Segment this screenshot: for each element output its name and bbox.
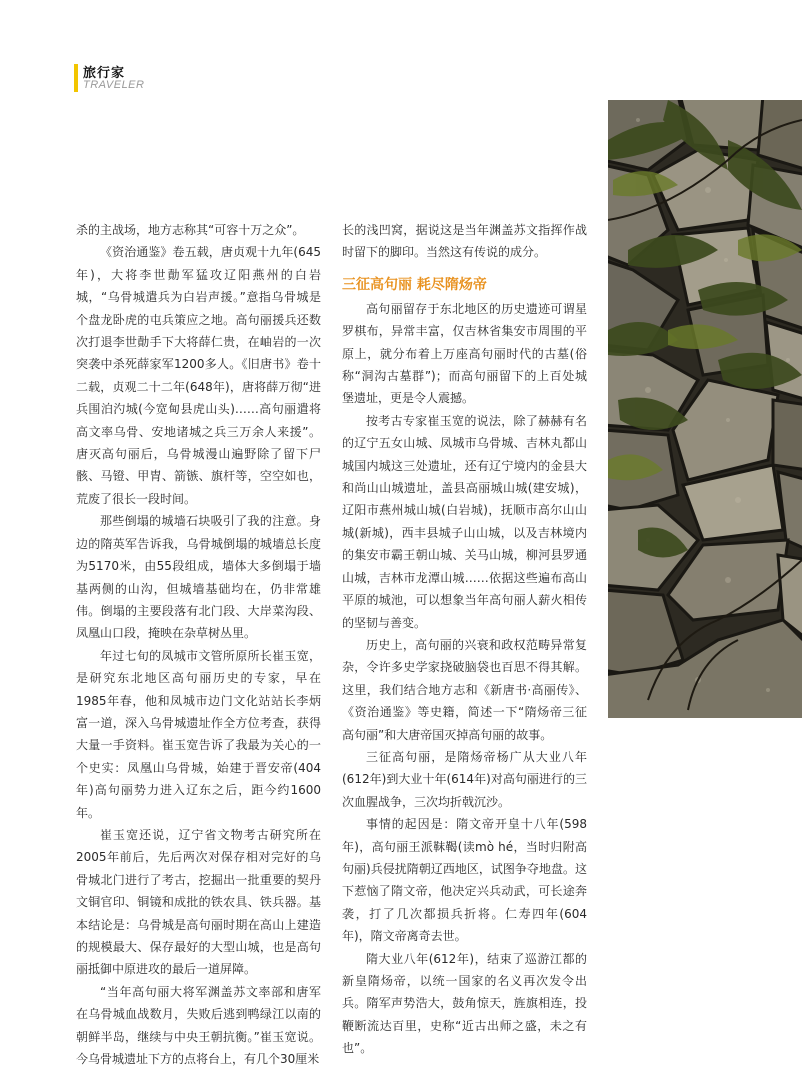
paragraph: 长的浅凹窝，据说这是当年渊盖苏文指挥作战时留下的脚印。当然这有传说的成分。 xyxy=(342,223,587,260)
brand-title: 旅行家 xyxy=(83,66,126,81)
paragraph: 隋大业八年(612年)，结束了巡游江都的新皇隋炀帝，以统一国家的名义再次发令出兵。隋军声势浩大，鼓角惊天，旌旗相连，投鞭断流达百里，史称“近古出师之盛，未之有也”。 xyxy=(342,951,587,1056)
paragraph: 三征高句丽，是隋炀帝杨广从大业八年(612年)到大业十年(614年)对高句丽进行的三次血腥战争，三次均折戟沉沙。 xyxy=(342,749,587,809)
paragraph: 年过七旬的凤城市文管所原所长崔玉宽，是研究东北地区高句丽历史的专家，早在1985年春，他和凤城市边门文化站站长李炳富一道，深入乌骨城遗址作全方位考查，获得大量一手资料。崔玉宽告诉了我最为关心的一个史实：凤凰山乌骨城，始建于晋安帝(404年)高句丽势力进入辽东之后，距今约1600年。 xyxy=(76,648,321,820)
accent-bar xyxy=(74,64,78,92)
paragraph: 《资治通鉴》卷五载，唐贞观十九年(645年)，大将李世勣军猛攻辽阳燕州的白岩城，“乌骨城遣兵为白岩声援。”意指乌骨城是个盘龙卧虎的屯兵策应之地。高句丽援兵还数次打退李世勣手下大将薛仁贵，在岫岩的一次突袭中杀死薛家军1200多人。《旧唐书》卷十二载，贞观二十二年(648年)，唐将薛万彻“进兵围泊汋城(今宽甸县虎山头)……高句丽遣将高文率乌骨、安地诸城之兵三万余人来援”。唐灭高句丽后，乌骨城漫山遍野除了留下尸骸、马镫、甲胄、箭镞、旗杆等，空空如也，荒废了很长一段时间。 xyxy=(76,245,321,506)
section-heading: 三征高句丽 耗尽隋炀帝 xyxy=(342,276,487,293)
brand-subtitle: TRAVELER xyxy=(83,79,145,91)
stone-wall-photo xyxy=(608,100,802,718)
paragraph: 历史上，高句丽的兴衰和政权范畴异常复杂，令许多史学家挠破脑袋也百思不得其解。这里，我们结合地方志和《新唐书·高丽传》、《资治通鉴》等史籍，简述一下“隋炀帝三征高句丽”和大唐帝国灭掉高句丽的故事。 xyxy=(342,637,587,742)
paragraph: 事情的起因是：隋文帝开皇十八年(598年)，高句丽王派靺鞨(读mò hé，当时归附高句丽)兵侵扰隋朝辽西地区，试图争夺地盘。这下惹恼了隋文帝，他决定兴兵动武，可长途奔袭，打了几次都损兵折将。仁寿四年(604年)，隋文帝离奇去世。 xyxy=(342,817,587,944)
paragraph: 崔玉宽还说，辽宁省文物考古研究所在2005年前后，先后两次对保存相对完好的乌骨城北门进行了考古，挖掘出一批重要的契丹文铜官印、铜镜和成批的铁农具、铁兵器。基本结论是：乌骨城是高句丽时期在高山上建造的规模最大、保存最好的大型山城，也是高句丽抵御中原进攻的最后一道屏障。 xyxy=(76,827,321,977)
text-column-left xyxy=(76,219,321,1070)
paragraph: 按考古专家崔玉宽的说法，除了赫赫有名的辽宁五女山城、凤城市乌骨城、吉林丸都山城国内城这三处遗址，还有辽宁境内的金县大和尚山山城遗址，盖县高丽城山城(建安城)，辽阳市燕州城山城(白岩城)，抚顺市高尔山山城(新城)，西丰县城子山山城，以及吉林境内的集安市霸王朝山城、关马山城，柳河县罗通山城，吉林市龙潭山城……依据这些遍布高山平原的城池，可以想象当年高句丽人薪火相传的坚韧与善变。 xyxy=(342,413,587,630)
paragraph: 杀的主战场，地方志称其“可容十万之众”。 xyxy=(76,223,305,237)
text-column-middle xyxy=(342,219,587,1060)
paragraph: 高句丽留存于东北地区的历史遗迹可谓星罗棋布，异常丰富，仅吉林省集安市周围的平原上，就分布着上万座高句丽时代的古墓(俗称“洞沟古墓群”)；而高句丽留下的上百处城堡遗址，更是令人震撼。 xyxy=(342,301,587,406)
paragraph: “当年高句丽大将军渊盖苏文率部和唐军在乌骨城血战数月，失败后逃到鸭绿江以南的朝鲜半岛，继续与中央王朝抗衡。”崔玉宽说。今乌骨城遗址下方的点将台上，有几个30厘米 xyxy=(76,984,321,1067)
paragraph: 那些倒塌的城墙石块吸引了我的注意。身边的隋英军告诉我，乌骨城倒塌的城墙总长度为5170米，由55段组成，墙体大多倒塌于墙基两侧的山沟，但城墙基础均在，仍非常雄伟。倒塌的主要段落有北门段、大岸菜沟段、凤凰山口段，掩映在杂草树丛里。 xyxy=(76,514,321,641)
